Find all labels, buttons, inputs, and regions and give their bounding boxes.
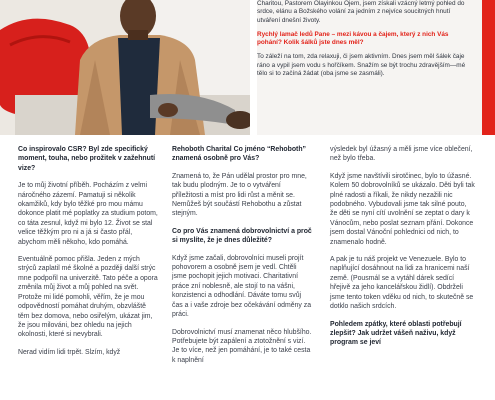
question-inspiration: Co inspirovalo CSR? Byl zde specifický moment, touha, nebo prožitek v zažehnutí vize? (18, 146, 156, 172)
intro-text (257, 0, 475, 84)
answer-paragraph: Nerad vidím lidi trpět. Slzím, když (18, 348, 121, 356)
column-1 (18, 145, 158, 365)
question-volunteering: Co pro Vás znamená dobrovolnictví a proč si myslíte, že je dnes důležité? (172, 227, 312, 245)
answer-paragraph: Když jsme začali, dobrovolníci museli projít pohovorem a osobně jsem je vedl. Chtěli jsme pochopit jejich motivaci. Charitativní práce zní noblesně, ale stojí to na vášni, konzistenci a odhodlání. Dáváte tomu svůj čas a i vaše zdroje bez očekávání odměny za práci. (172, 254, 312, 319)
answer-paragraph: Když jsme navštívili sirotčinec, bylo to úžasné. Kolem 50 dobrovolníků se ukázalo. Děti byli tak plné radosti a říkali, že nikdy nezažili nic podobného. Vybudovali jsme tak silné pouto, že děti se nyní cítí uvolnění se zeptat o dary k Vánocům, nebo poslat seznam přání. Dokonce jsem dostal Vánoční pohlednici od nich, to znamenalo hodně. (330, 172, 475, 246)
accent-bar (482, 0, 495, 135)
answer-paragraph: Znamená to, že Pán udělal prostor pro mne, tak budu plodným. Je to o vytváření příležitosti a míst pro lidi růst a měnit se. Nemůžeš být součástí Rehobothu a zůstat stejným. (172, 172, 307, 218)
question-rehoboth: Rehoboth Charital Co jméno “Rehoboth” znamená osobně pro Vás? (172, 146, 306, 163)
icebreaker-answer: To záleží na tom, zda relaxuji, či jsem aktivním. Dnes jsem měl šálek čaje ráno a vypil jsem vodu s hořčíkem. Snažím se být trochu zdravějším—mé tělo si to začíná žádat (oba jsme se zasmáli). (257, 53, 466, 78)
answer-paragraph: Dobrovolnictví musí znamenat něco hlubšího. Potřebujete být zapálení a ztotožnění s vizí. Je to více, než jen pomáhání, je to také cesta k naplnění (172, 328, 312, 364)
answer-paragraph: výsledek byl úžasný a měli jsme více oblečení, než bylo třeba. (330, 146, 473, 163)
column-3 (330, 145, 475, 356)
column-2 (172, 145, 312, 373)
intro-panel (257, 0, 482, 135)
answer-paragraph: Eventuálně pomoc přišla. Jeden z mých strýců zaplatil mé školné a později další strýc mne podpořil na univerzitě. Tato péče a opora změnila můj život a můj pohled na svět. Protože mi lidé pomohli, věřím, že je mou odpovědností pomáhat druhým, obzvláště těm bez domova, nebo osiřelým, ukázat jim, že jsou milováni, bez ohledu na jejich okolnosti, které si nevybrali. (18, 256, 158, 339)
answer-paragraph: Je to můj životní příběh. Pocházím z velmi náročného zázemí. Pamatuji si několik okamžiků, kdy bylo těžké pro mou mámu dokonce platit mé poplatky za studium potom, co táta zesnul, když mi bylo 12. Život se stal velice těžkým pro ni a já si často přál, abychom měli někoho, kdo pomáhá. (18, 182, 158, 246)
icebreaker-question: Rychlý lamač ledů Pane – mezi kávou a čajem, který z nich Vás pohání? Kolik šálků jste dnes měl? (257, 30, 449, 47)
portrait-image (0, 0, 250, 135)
answer-paragraph: A pak je tu náš projekt ve Venezuele. Bylo to naplňující dosáhnout na lidi za hranicemi naší země. (Pousmál se a vytáhl dárek sedící hřejivě za jeho kancelářskou židlí). Obdrželi jsme tento token vděku od nich, to skutečně se dotklo našich srdcích. (330, 256, 474, 311)
hero-photo (0, 0, 250, 135)
intro-paragraph: Charitou, Pastorem Olayinkou Ojem, jsem získali vzácný letmý pohled do srdce, elánu a Božského volání za jedním z nejvíce soucitných hnutí utváření dnešní životy. (257, 0, 465, 24)
question-improvement: Pohledem zpátky, které oblasti potřebují zlepšit? Jak udržet vášeň naživu, když program se jeví (330, 320, 462, 347)
